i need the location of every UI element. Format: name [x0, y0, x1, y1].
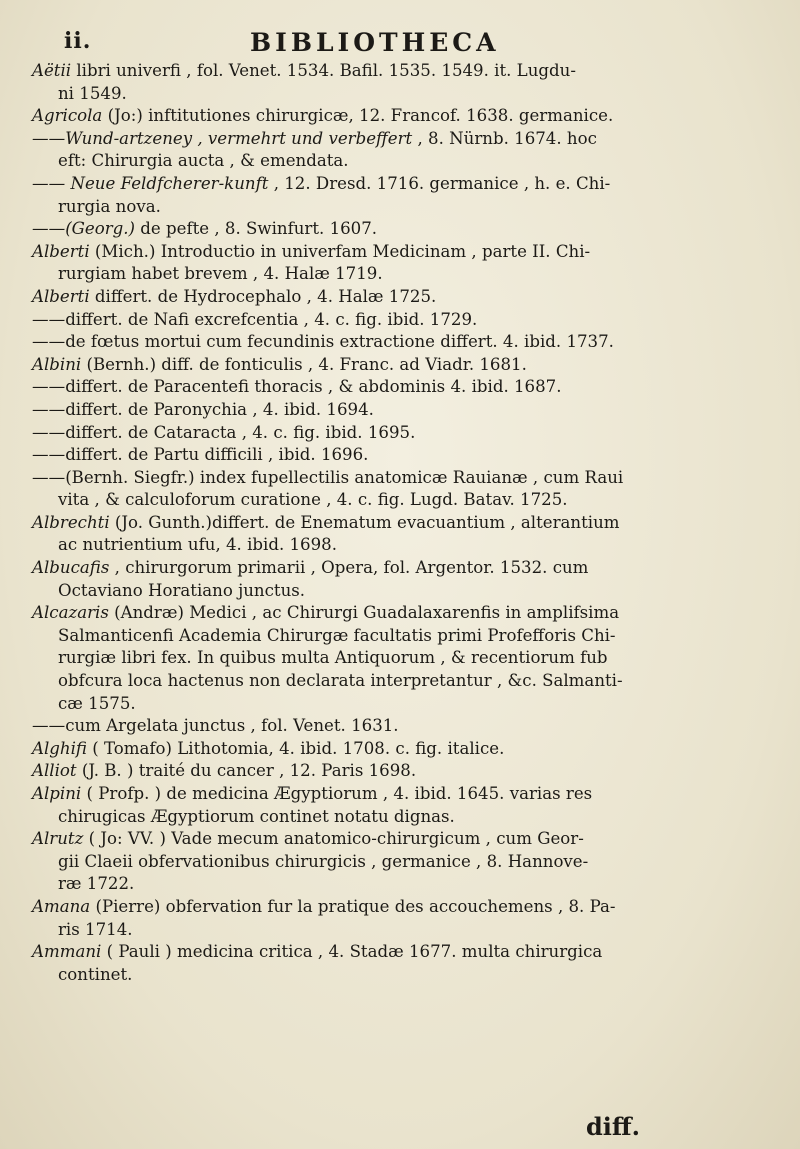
entry-text: differt. de Partu difficili , ibid. 1696. — [65, 445, 369, 465]
entry-author: —— Neue Feldfcherer-kunft — [32, 173, 269, 193]
entry-first-line — [32, 941, 792, 964]
entry-first-line — [32, 60, 792, 83]
entry-text: (Bernh.) diff. de fonticulis , 4. Franc. ad Viadr. 1681. — [81, 354, 527, 374]
entry-continuation-line — [32, 964, 792, 987]
bibliography-entry — [32, 941, 792, 986]
bibliography-list — [32, 60, 792, 986]
entry-author: Alliot — [32, 761, 77, 781]
entry-text: rurgia nova. — [58, 196, 161, 216]
entry-text: ræ 1722. — [58, 874, 135, 894]
entry-text: ( Jo: VV. ) Vade mecum anatomico-chirurgicum , cum Geor- — [83, 829, 584, 849]
entry-first-line — [32, 557, 792, 580]
entry-author: ——Wund-artzeney , vermehrt und verbeffert — [32, 128, 413, 148]
entry-author: Amana — [32, 896, 91, 916]
bibliography-entry — [32, 557, 792, 602]
entry-text: differt. de Hydrocephalo , 4. Halæ 1725. — [89, 286, 437, 306]
bibliography-entry — [32, 241, 792, 286]
entry-author: Alghifi — [32, 738, 87, 758]
entry-first-line — [32, 467, 792, 490]
bibliography-entry — [32, 783, 792, 828]
page-number: ii. — [64, 28, 92, 54]
entry-first-line — [32, 105, 792, 128]
entry-text: ni 1549. — [58, 83, 127, 103]
entry-author: —— — [32, 716, 66, 736]
entry-continuation-line — [32, 196, 792, 219]
entry-text: libri univerfi , fol. Venet. 1534. Bafil. 1535. 1549. it. Lugdu- — [71, 61, 576, 80]
entry-author: Alcazaris — [32, 603, 109, 623]
entry-text: cum Argelata junctus , fol. Venet. 1631. — [65, 716, 399, 736]
entry-author: ——(Georg.) — [32, 219, 136, 239]
entry-text: ac nutrientium ufu, 4. ibid. 1698. — [58, 535, 338, 555]
entry-text: chirugicas Ægyptiorum continet notatu dignas. — [58, 806, 455, 826]
bibliography-entry — [32, 715, 792, 738]
entry-author: Albini — [32, 354, 82, 374]
entry-first-line — [32, 715, 792, 738]
entry-first-line — [32, 602, 792, 625]
entry-first-line — [32, 512, 792, 535]
entry-text: (J. B. ) traité du cancer , 12. Paris 1698. — [76, 761, 417, 781]
entry-author: Alberti — [32, 286, 90, 306]
entry-author: —— — [32, 309, 66, 329]
entry-text: ris 1714. — [58, 919, 133, 939]
entry-text: differt. de Paracentefi thoracis , & abdominis 4. ibid. 1687. — [65, 377, 562, 397]
entry-text: cæ 1575. — [58, 693, 136, 713]
entry-first-line — [32, 828, 792, 851]
entry-first-line — [32, 738, 792, 761]
bibliography-entry — [32, 286, 792, 309]
bibliography-entry — [32, 376, 792, 399]
entry-first-line — [32, 354, 792, 377]
entry-continuation-line — [32, 647, 792, 670]
entry-text: (Mich.) Introductio in univerfam Medicinam , parte II. Chi- — [89, 241, 591, 261]
entry-first-line — [32, 241, 792, 264]
entry-continuation-line — [32, 873, 792, 896]
entry-text: vita , & calculoforum curatione , 4. c. fig. Lugd. Batav. 1725. — [58, 490, 568, 510]
bibliography-entry — [32, 467, 792, 512]
entry-text: , chirurgorum primarii , Opera, fol. Argentor. 1532. cum — [109, 558, 589, 578]
bibliography-entry — [32, 828, 792, 896]
running-header — [50, 28, 760, 62]
entry-continuation-line — [32, 919, 792, 942]
entry-first-line — [32, 783, 792, 806]
bibliography-entry — [32, 602, 792, 715]
entry-author: —— — [32, 422, 66, 442]
entry-author: Albrechti — [32, 512, 110, 532]
entry-author: Albucafis — [32, 558, 110, 578]
bibliography-entry — [32, 354, 792, 377]
entry-text: (Bernh. Siegfr.) index fupellectilis anatomicæ Rauianæ , cum Raui — [65, 467, 624, 487]
entry-first-line — [32, 128, 792, 151]
entry-continuation-line — [32, 851, 792, 874]
entry-text: obfcura loca hactenus non declarata interpretantur , &c. Salmanti- — [58, 671, 623, 691]
entry-author: Alberti — [32, 241, 90, 261]
entry-first-line — [32, 309, 792, 332]
bibliography-entry — [32, 512, 792, 557]
entry-author: Ammani — [32, 942, 102, 962]
entry-text: (Jo:) inftitutiones chirurgicæ, 12. Francof. 1638. germanice. — [102, 106, 614, 126]
entry-text: gii Claeii obfervationibus chirurgicis , germanice , 8. Hannove- — [58, 851, 589, 871]
page-title: BIBLIOTHECA — [250, 28, 500, 57]
entry-first-line — [32, 399, 792, 422]
entry-text: Salmanticenfi Academia Chirurgæ facultatis primi Profefforis Chi- — [58, 625, 616, 645]
entry-first-line — [32, 444, 792, 467]
entry-author: —— — [32, 445, 66, 465]
entry-first-line — [32, 286, 792, 309]
entry-first-line — [32, 218, 792, 241]
entry-text: de fœtus mortui cum fecundinis extractione differt. 4. ibid. 1737. — [65, 332, 614, 352]
bibliography-entry — [32, 60, 792, 105]
entry-continuation-line — [32, 625, 792, 648]
entry-author: —— — [32, 332, 66, 352]
bibliography-entry — [32, 173, 792, 218]
bibliography-entry — [32, 422, 792, 445]
entry-first-line — [32, 173, 792, 196]
entry-first-line — [32, 422, 792, 445]
entry-continuation-line — [32, 489, 792, 512]
entry-continuation-line — [32, 150, 792, 173]
entry-text: ( Tomafo) Lithotomia, 4. ibid. 1708. c. fig. italice. — [86, 738, 505, 758]
entry-continuation-line — [32, 806, 792, 829]
entry-text: Octaviano Horatiano junctus. — [58, 580, 306, 600]
entry-first-line — [32, 896, 792, 919]
entry-text: (Andræ) Medici , ac Chirurgi Guadalaxarenfis in amplifsima — [108, 603, 620, 623]
entry-text: (Jo. Gunth.)differt. de Enematum evacuantium , alterantium — [109, 512, 620, 532]
bibliography-entry — [32, 399, 792, 422]
bibliography-entry — [32, 444, 792, 467]
entry-text: , 12. Dresd. 1716. germanice , h. e. Chi- — [268, 173, 611, 193]
entry-continuation-line — [32, 263, 792, 286]
bibliography-entry — [32, 331, 792, 354]
entry-author: —— — [32, 467, 66, 487]
entry-continuation-line — [32, 83, 792, 106]
entry-first-line — [32, 376, 792, 399]
bibliography-entry — [32, 128, 792, 173]
entry-text: differt. de Cataracta , 4. c. fig. ibid. 1695. — [65, 422, 416, 442]
bibliography-entry — [32, 896, 792, 941]
entry-continuation-line — [32, 580, 792, 603]
entry-continuation-line — [32, 534, 792, 557]
entry-text: differt. de Paronychia , 4. ibid. 1694. — [65, 399, 374, 419]
entry-author: Aëtii — [32, 61, 72, 80]
bibliography-entry — [32, 738, 792, 761]
entry-text: eft: Chirurgia aucta , & emendata. — [58, 151, 349, 171]
entry-author: —— — [32, 377, 66, 397]
entry-author: Alrutz — [32, 829, 84, 849]
catchword: diff. — [586, 1112, 640, 1141]
entry-continuation-line — [32, 693, 792, 716]
entry-text: rurgiæ libri fex. In quibus multa Antiquorum , & recentiorum fub — [58, 648, 608, 668]
entry-continuation-line — [32, 670, 792, 693]
entry-text: de pefte , 8. Swinfurt. 1607. — [135, 219, 378, 239]
entry-text: ( Pauli ) medicina critica , 4. Stadæ 1677. multa chirurgica — [101, 942, 603, 962]
bibliography-entry — [32, 218, 792, 241]
bibliography-entry — [32, 309, 792, 332]
entry-text: , 8. Nürnb. 1674. hoc — [412, 128, 597, 148]
entry-author: —— — [32, 399, 66, 419]
entry-first-line — [32, 760, 792, 783]
entry-author: Alpini — [32, 784, 82, 803]
entry-text: differt. de Nafi excrefcentia , 4. c. fig. ibid. 1729. — [65, 309, 478, 329]
bibliography-entry — [32, 105, 792, 128]
entry-text: rurgiam habet brevem , 4. Halæ 1719. — [58, 264, 383, 284]
entry-text: ( Profp. ) de medicina Ægyptiorum , 4. ibid. 1645. varias res — [81, 784, 593, 803]
entry-first-line — [32, 331, 792, 354]
entry-text: (Pierre) obfervation fur la pratique des accouchemens , 8. Pa- — [90, 896, 616, 916]
entry-text: continet. — [58, 964, 133, 984]
bibliography-entry — [32, 760, 792, 783]
entry-author: Agricola — [32, 106, 103, 126]
